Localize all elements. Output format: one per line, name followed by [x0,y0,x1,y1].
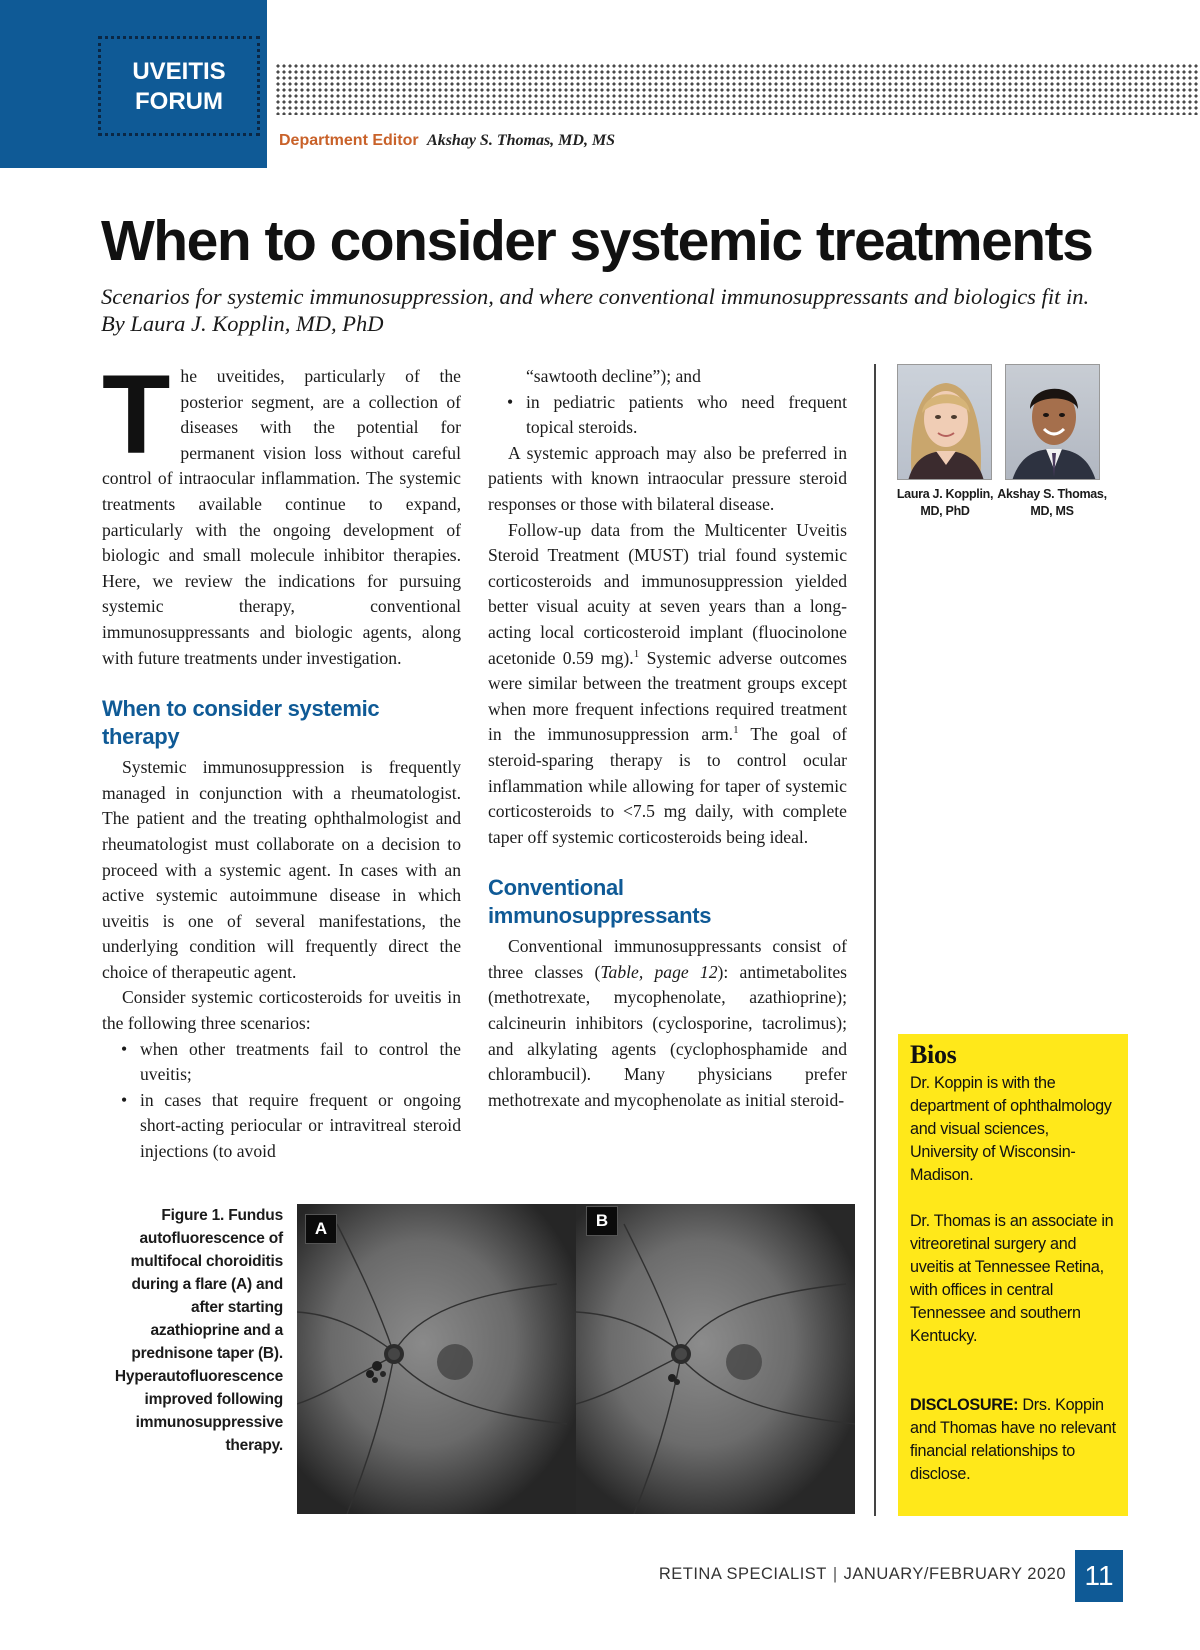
body-column-1 [102,352,461,1165]
article-title: When to consider systemic treatments [101,209,1093,273]
bios-heading: Bios [910,1040,957,1069]
bios-sidebar [898,1034,1128,1516]
column-divider [874,364,876,1516]
scenario-list [102,1037,461,1165]
forum-label-line1: UVEITIS [132,58,226,85]
body-column-2 [488,364,847,1113]
department-banner [0,0,267,168]
department-editor-name: Akshay S. Thomas, MD, MS [427,132,616,149]
author-caption-kopplin [890,486,1000,520]
paragraph-text: Follow-up data from the Multicenter Uveitis Steroid Treatment (MUST) trial found systemic corticosteroids and immunosuppression yielded better visual acuity at seven years than a long-acting local corticosteroid implant (fluocinolone acetonide 0.59 mg). [488,519,847,668]
scenario-list-continued [488,390,847,441]
bio-kopplin: Dr. Koppin is with the department of ophthalmology and visual sciences, University of Wisconsin-Madison. [910,1074,1112,1184]
department-editor [279,132,615,150]
disclosure-text: Drs. Koppin and Thomas have no relevant financial relationships to disclose. [910,1396,1116,1483]
section-heading-systemic-therapy: When to consider systemic therapy [102,696,380,750]
panel-label-b: B [586,1206,618,1236]
forum-label [101,57,257,117]
reference-marker: 1 [733,724,739,737]
disclosure-label: DISCLOSURE: [910,1396,1019,1414]
page-number: 11 [1075,1550,1123,1602]
author-name: Laura J. Kopplin, [896,487,994,501]
author-caption-thomas [997,486,1107,520]
disclosure [910,1394,1116,1486]
article-subtitle: Scenarios for systemic immunosuppression, and where conventional immunosuppressants and biologics fit in. By Laura J. Kopplin, MD, PhD [101,284,1090,336]
paragraph-text: ): antimetabolites (methotrexate, mycophenolate, azathioprine); calcineurin inhibitors (cyclosporine, tacrolimus); and alkylating agents (cyclophosphamide and chlorambucil). Many physicians prefer methotrexate and mycophenolate as initial steroid- [488,961,847,1110]
bio-thomas: Dr. Thomas is an associate in vitreoretinal surgery and uveitis at Tennessee Retina, with offices in central Tennessee and southern Kentucky. [910,1212,1114,1345]
publication-name: RETINA SPECIALIST [658,1565,827,1583]
list-item-continued: “sawtooth decline”); and [526,366,701,386]
author-name: Akshay S. Thomas, [997,487,1107,501]
reference-marker: 1 [633,647,640,660]
paragraph-must-trial [488,518,847,851]
department-editor-label: Department Editor [279,132,419,149]
forum-frame [98,36,260,136]
paragraph: Consider systemic corticosteroids for uveitis in the following three scenarios: [102,987,461,1034]
paragraph: Systemic immunosuppression is frequently managed in conjunction with a rheumatologist. The patient and the treating ophthalmologist and rheumatologist must collaborate on a decision to proceed with a systemic agent. In cases with an active systemic autoimmune disease in which uveitis is one of several manifestations, the underlying condition will frequently direct the choice of therapeutic agent. [102,757,461,982]
list-item: • in pediatric patients who need frequent topical steroids. [488,390,847,441]
section-heading-conventional: Conventional immunosuppressants [488,875,712,929]
drop-cap: T [102,352,171,477]
author-credentials: MD, PhD [920,504,970,518]
paragraph-text: Conventional immunosuppressants consist of three classes ( [488,936,847,982]
list-item: • in cases that require frequent or ongoing short-acting periocular or intravitreal steroid injections (to avoid [102,1088,461,1165]
intro-text: he uveitides, particularly of the posterior segment, are a collection of diseases with the potential for permanent vision loss without careful control of intraocular inflammation. The systemic treatments available continue to expand, particularly with the ongoing development of biologic and small molecule inhibitor therapies. Here, we review the indications for pursuing systemic therapy, conventional immunosuppressants and biologic agents, along with future treatments under investigation. [102,366,461,668]
footer-separator: | [832,1565,838,1583]
fundus-image-b [576,1204,855,1514]
author-photo-thomas [1005,364,1100,480]
intro-paragraph [102,352,461,671]
fundus-image-a [297,1204,576,1514]
table-reference: Table, page 12 [600,961,718,982]
figure-fundus-images [297,1204,855,1514]
author-photo-kopplin [897,364,992,480]
panel-label-a: A [305,1214,337,1244]
author-credentials: MD, MS [1030,504,1074,518]
page-footer [0,1565,1066,1584]
list-item: • when other treatments fail to control the uveitis; [102,1037,461,1088]
paragraph-text: Systemic adverse outcomes were similar between the treatment groups except when more frequent infections required treatment in the immunosuppression arm. [488,647,848,745]
figure-caption: Figure 1. Fundus autofluorescence of multifocal choroiditis during a flare (A) and after starting azathioprine and a prednisone taper (B). Hyperautofluorescence improved following immunosuppressive therapy. [114,1207,283,1454]
dotted-band [275,63,1200,115]
issue-date: JANUARY/FEBRUARY 2020 [843,1565,1066,1583]
paragraph: A systemic approach may also be preferred in patients with known intraocular pressure steroid responses or those with bilateral disease. [488,442,847,514]
forum-label-line2: FORUM [135,88,223,115]
paragraph-conventional [488,934,847,1113]
paragraph-text: The goal of steroid-sparing therapy is to control ocular inflammation while allowing for taper of systemic corticosteroids to <7.5 mg daily, with complete taper off systemic corticosteroids being ideal. [488,724,847,847]
